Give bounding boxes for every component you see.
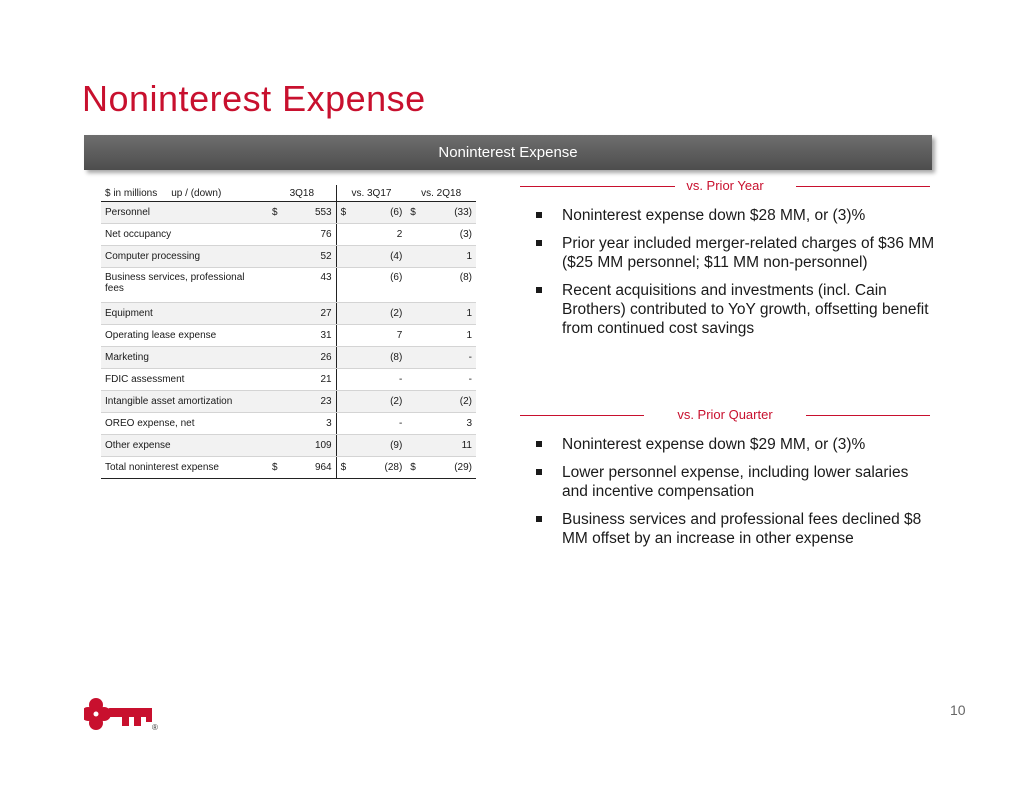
cell-vs2q18 [406,435,476,457]
cell-value: 27 [320,308,332,319]
table-row [101,391,476,413]
currency-symbol: $ [410,462,416,473]
table-row [101,268,476,303]
cell-value: 3 [326,418,332,429]
key-logo-icon [84,697,160,736]
registered-mark: ® [152,723,158,731]
cell-value: 553 [314,207,332,218]
cell-value: 964 [314,462,332,473]
list-item: Noninterest expense down $29 MM, or (3)% [536,435,936,454]
cell-3q18 [268,202,336,224]
cell-value: (2) [390,308,403,319]
cell-value: 26 [320,352,332,363]
cell-3q18 [268,369,336,391]
cell-vs3q17 [336,246,406,268]
bullet-square-icon [536,212,542,218]
cell-value: (6) [390,207,403,218]
cell-vs2q18 [406,325,476,347]
table-row [101,413,476,435]
prior-quarter-label: vs. Prior Quarter [677,407,773,422]
row-label: Other expense [101,435,268,457]
cell-value: (6) [390,272,403,283]
cell-vs2q18 [406,224,476,246]
cell-value: 2 [396,229,403,240]
cell-3q18 [268,391,336,413]
divider [806,415,930,416]
cell-value: 23 [320,396,332,407]
prior-year-heading [520,178,930,194]
table-row [101,369,476,391]
cell-3q18 [268,246,336,268]
currency-symbol: $ [410,207,416,218]
cell-value: 1 [466,308,472,319]
cell-value: - [468,352,472,363]
currency-symbol: $ [272,462,278,473]
cell-value: (2) [390,396,403,407]
cell-vs3q17 [336,268,406,303]
row-label: Operating lease expense [101,325,268,347]
currency-symbol: $ [340,462,347,473]
cell-value: 109 [314,440,332,451]
cell-vs2q18 [406,303,476,325]
cell-value: 76 [320,229,332,240]
cell-vs3q17 [336,391,406,413]
table-row [101,202,476,224]
prior-year-label: vs. Prior Year [686,178,764,193]
cell-vs2q18 [406,369,476,391]
cell-vs2q18 [406,202,476,224]
cell-3q18 [268,457,336,479]
cell-vs2q18 [406,391,476,413]
prior-quarter-bullets [536,435,936,556]
header-sublabel: up / (down) [171,187,222,199]
currency-symbol: $ [340,207,347,218]
row-label: Total noninterest expense [101,457,268,479]
cell-value: 43 [320,272,332,283]
header-label: $ in millions up / (down) [101,185,268,202]
bullet-square-icon [536,287,542,293]
cell-vs2q18 [406,457,476,479]
table-total-row [101,457,476,479]
cell-3q18 [268,268,336,303]
cell-vs2q18 [406,268,476,303]
list-item: Prior year included merger-related charges of $36 MM ($25 MM personnel; $11 MM non-personnel) [536,234,936,272]
cell-vs3q17 [336,435,406,457]
cell-value: (28) [384,462,403,473]
cell-value: 1 [466,251,472,262]
table-row [101,303,476,325]
table-header-row [101,185,476,202]
cell-value: 52 [320,251,332,262]
cell-vs3q17 [336,347,406,369]
divider [796,186,930,187]
cell-value: - [398,418,403,429]
cell-value: (8) [459,272,472,283]
cell-vs3q17 [336,303,406,325]
cell-3q18 [268,347,336,369]
table-row [101,347,476,369]
cell-value: 3 [466,418,472,429]
cell-value: 7 [396,330,403,341]
page-title: Noninterest Expense [82,78,426,119]
row-label: Business services, professional fees [101,268,268,303]
bullet-square-icon [536,240,542,246]
cell-vs3q17 [336,413,406,435]
cell-value: - [398,374,403,385]
cell-3q18 [268,224,336,246]
list-item: Lower personnel expense, including lower salaries and incentive compensation [536,463,936,501]
cell-value: 21 [320,374,332,385]
cell-3q18 [268,325,336,347]
cell-value: (3) [459,229,472,240]
page-number: 10 [950,702,966,718]
header-vs2q18: vs. 2Q18 [406,185,476,202]
cell-value: (33) [454,207,472,218]
table-row [101,325,476,347]
cell-3q18 [268,303,336,325]
cell-value: 1 [466,330,472,341]
row-label: FDIC assessment [101,369,268,391]
cell-value: - [468,374,472,385]
table-row [101,435,476,457]
cell-vs3q17 [336,369,406,391]
cell-3q18 [268,413,336,435]
list-item: Noninterest expense down $28 MM, or (3)% [536,206,936,225]
row-label: OREO expense, net [101,413,268,435]
cell-value: (29) [454,462,472,473]
currency-symbol: $ [272,207,278,218]
bullet-square-icon [536,516,542,522]
header-vs3q17: vs. 3Q17 [336,185,406,202]
header-3q18: 3Q18 [268,185,336,202]
cell-value: 31 [320,330,332,341]
cell-vs2q18 [406,246,476,268]
prior-quarter-heading [520,407,930,423]
cell-vs2q18 [406,413,476,435]
row-label: Computer processing [101,246,268,268]
prior-year-bullets [536,206,936,346]
row-label: Equipment [101,303,268,325]
cell-vs3q17 [336,325,406,347]
table-row [101,246,476,268]
cell-value: (2) [459,396,472,407]
list-item: Business services and professional fees declined $8 MM offset by an increase in other expense [536,510,936,548]
cell-vs3q17 [336,457,406,479]
cell-value: (8) [390,352,403,363]
bullet-square-icon [536,469,542,475]
row-label: Intangible asset amortization [101,391,268,413]
cell-3q18 [268,435,336,457]
cell-value: (9) [390,440,403,451]
row-label: Personnel [101,202,268,224]
expense-table [101,185,476,479]
cell-value: (4) [390,251,403,262]
row-label: Marketing [101,347,268,369]
section-banner: Noninterest Expense [84,135,932,170]
cell-vs2q18 [406,347,476,369]
bullet-square-icon [536,441,542,447]
cell-value: 11 [461,440,472,451]
table-row [101,224,476,246]
list-item: Recent acquisitions and investments (incl. Cain Brothers) contributed to YoY growth, offsetting benefit from continued cost savings [536,281,936,338]
row-label: Net occupancy [101,224,268,246]
cell-vs3q17 [336,224,406,246]
cell-vs3q17 [336,202,406,224]
